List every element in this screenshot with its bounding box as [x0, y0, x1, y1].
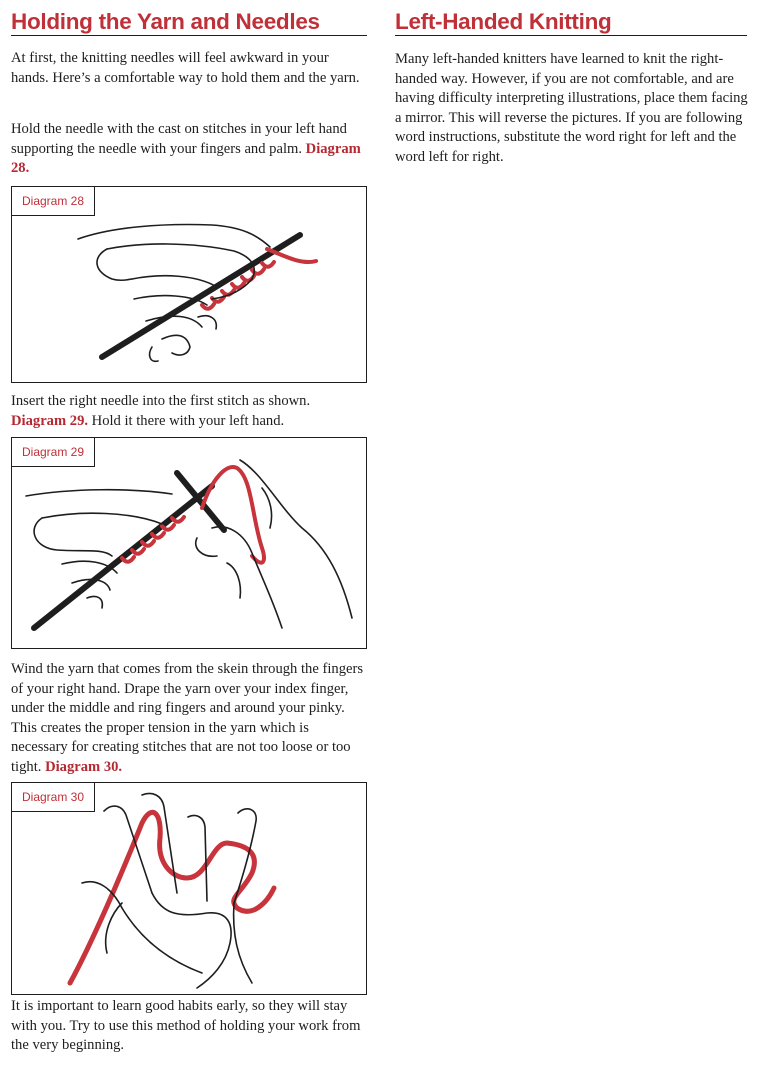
- diagram-30-illustration: [12, 783, 366, 994]
- diagram-29-label: Diagram 29: [12, 438, 95, 467]
- insert-needle-text: Insert the right needle into the first stitch as shown.: [11, 393, 311, 409]
- insert-needle-tail: Hold it there with your left hand.: [88, 412, 285, 429]
- left-handed-heading: Left-Handed Knitting: [395, 0, 747, 36]
- diagram-29-reference: Diagram 29.: [11, 412, 89, 429]
- right-column: [395, 0, 751, 165]
- diagram-28-reference: Diagram 28.: [11, 140, 361, 177]
- insert-needle-paragraph: [11, 392, 367, 431]
- diagram-28-figure: [11, 186, 367, 383]
- wind-yarn-paragraph: [11, 660, 367, 778]
- good-habits-paragraph: It is important to learn good habits early, so they will stay with you. Try to use this method of holding your work from the very beginning.: [11, 998, 361, 1054]
- diagram-28-label: Diagram 28: [12, 187, 95, 216]
- diagram-29-figure: [11, 437, 367, 649]
- diagram-30-label: Diagram 30: [12, 783, 95, 812]
- diagram-30-figure: [11, 782, 367, 995]
- hold-needle-text: Hold the needle with the cast on stitches in your left hand supporting the needle with your fingers and palm.: [11, 121, 347, 157]
- diagram-30-reference: Diagram 30.: [45, 758, 123, 775]
- wind-yarn-text: Wind the yarn that comes from the skein through the fingers of your right hand. Drape the yarn over your index finger, under the middle and ring fingers and around your pinky. This creates the proper tension in the yarn which is necessary for creating stitches that are not too loose or too tight.: [11, 661, 364, 775]
- section-heading: Holding the Yarn and Needles: [11, 0, 367, 36]
- left-column: [11, 0, 367, 1054]
- diagram-29-illustration: [12, 438, 366, 648]
- intro-paragraph: At first, the knitting needles will feel awkward in your hands. Here’s a comfortable way to hold them and the yarn.: [11, 50, 360, 86]
- hold-needle-paragraph: [11, 120, 367, 179]
- diagram-28-illustration: [12, 187, 366, 382]
- left-handed-paragraph: Many left-handed knitters have learned to knit the right-handed way. However, if you are not comfortable, and are having difficulty interpreting illustrations, place them facing a mirror. This will reverse the pictures. If you are following word instructions, substitute the word right for left and the word left for right.: [395, 51, 748, 165]
